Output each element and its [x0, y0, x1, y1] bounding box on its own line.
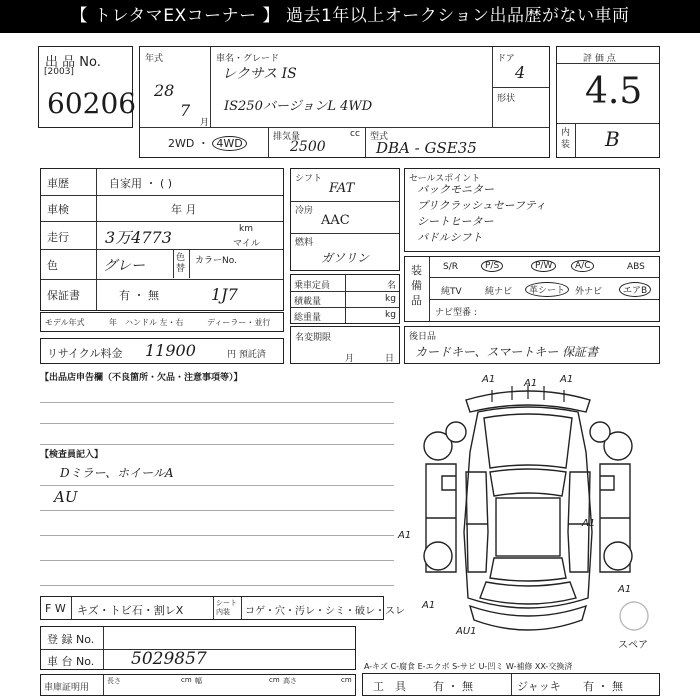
- drive-2wd-text: 2WD: [168, 137, 195, 150]
- car-name: レクサス IS: [222, 66, 297, 82]
- model-year-row: [40, 312, 284, 332]
- hosho-label: 保証書: [47, 289, 80, 302]
- shape-label: 形状: [497, 94, 516, 104]
- inspector-note-1: Dミラー、ホイールA: [60, 466, 174, 480]
- lot-label: 出 品 No.: [45, 55, 101, 70]
- mark-front-right: A1: [560, 374, 574, 385]
- fuel-value: ガソリン: [321, 251, 370, 265]
- wheel-rear-right: [604, 542, 632, 570]
- seat-label: シート内装: [216, 599, 237, 616]
- rear-window: [490, 558, 566, 581]
- handle-side: ハンドル 左・右: [125, 318, 184, 327]
- drive-2wd: [168, 135, 247, 151]
- model-year-unit: 年: [109, 318, 117, 327]
- left-mirror: [442, 476, 456, 490]
- mark-rear-right: A1: [618, 584, 632, 595]
- registration-box: [40, 626, 356, 670]
- wheel-front-left-top: [446, 422, 466, 442]
- shadai-label: 車 台 No.: [47, 655, 95, 668]
- sekisai-unit: kg: [385, 294, 396, 304]
- roof-panel: [496, 498, 560, 556]
- atozuke-box: [404, 326, 660, 364]
- score-label: 評 価 点: [583, 54, 616, 64]
- equip-ac: A/C: [571, 260, 594, 272]
- car-label: 車名・グレード: [216, 54, 280, 64]
- engine-label: 排気量: [273, 132, 301, 142]
- soko-label: 走行: [47, 231, 69, 244]
- shaken-value: 年 月: [171, 203, 197, 216]
- sales-point-3: シートヒーター: [417, 215, 494, 228]
- doors-label: ドア: [497, 54, 515, 64]
- year-label: 年式: [145, 54, 164, 64]
- history-box: [40, 168, 284, 311]
- score-box: [556, 46, 660, 158]
- navi-model-label: ナビ型番 :: [435, 308, 477, 318]
- iro-change: 色替: [176, 253, 186, 274]
- equip-sr: S/R: [443, 262, 458, 272]
- lot-number-box: [38, 46, 137, 128]
- capacity-box: [290, 274, 400, 324]
- shift-value: FAT: [329, 181, 355, 196]
- interior-label: 内装: [561, 128, 571, 150]
- sales-point-1: バックモニター: [417, 183, 494, 196]
- fuel-label: 燃料: [295, 238, 314, 248]
- drive-separator: ・: [197, 137, 209, 150]
- garage-cert-box: [40, 674, 356, 696]
- recycle-label: リサイクル料金: [47, 347, 123, 360]
- teiin-unit: 名: [387, 281, 397, 291]
- naga-label: 長さ: [107, 677, 121, 685]
- shadai-value: 5029857: [131, 649, 207, 669]
- equip-ps: P/S: [481, 260, 503, 272]
- sales-points-box: [404, 168, 660, 252]
- dealer-type: ディーラー・並行: [207, 318, 271, 327]
- atozuke-value: カードキー、スマートキー 保証書: [415, 345, 599, 359]
- car-body-outline: [464, 407, 592, 608]
- inspector-note-2: AU: [54, 488, 78, 506]
- mark-rear-left: A1: [422, 600, 436, 611]
- comment-label: 【出品店申告欄（不良箇所・欠品・注意事項等）】: [40, 373, 243, 383]
- color-no-label: カラーNo.: [195, 256, 237, 266]
- soko-mile: マイル: [233, 239, 260, 249]
- car-damage-diagram: [396, 372, 660, 662]
- drive-4wd: 4WD: [212, 136, 246, 151]
- shomei-label: 車庫証明用: [44, 683, 90, 693]
- sekisai-label: 積載量: [294, 297, 322, 307]
- lot-tag: [2003]: [44, 67, 74, 77]
- equipment-box: [404, 256, 660, 322]
- taka-label: 高さ: [283, 677, 297, 685]
- recycle-value: 11900: [145, 341, 196, 360]
- spare-tire-icon: [620, 602, 648, 630]
- sales-point-2: プリクラッシュセーフティ: [417, 199, 547, 212]
- banner-title: 【 トレタマEXコーナー 】 過去1年以上オークション出品歴がない車両: [0, 0, 700, 33]
- teiin-label: 乗車定員: [294, 281, 331, 291]
- doors-value: 4: [515, 63, 526, 82]
- left-doors: [466, 472, 488, 572]
- equip-tv: 純TV: [441, 287, 462, 297]
- year-month: 7: [180, 101, 191, 120]
- toroku-label: 登 録 No.: [47, 633, 95, 646]
- equip-pw: P/W: [531, 260, 556, 272]
- color-no-value: 1J7: [211, 285, 238, 304]
- right-mirror: [600, 476, 614, 490]
- rekireki-value: 自家用 ・ ( ): [109, 177, 173, 190]
- soko-value: 3万4773: [105, 228, 172, 247]
- interior-value: B: [605, 127, 620, 151]
- rekireki-label: 車歴: [47, 177, 69, 190]
- mark-rear-bumper: AU1: [456, 626, 477, 637]
- spare-label: スペア: [618, 640, 648, 651]
- iro-value: グレー: [103, 258, 145, 274]
- trunk-panel: [480, 582, 576, 604]
- iro-label: 色: [47, 259, 58, 272]
- lot-number: 60206: [47, 87, 137, 120]
- cooler-label: 冷房: [295, 206, 314, 216]
- meigi-day: 日: [385, 354, 395, 364]
- mark-right-side: A1: [582, 518, 596, 529]
- wheel-rear-left: [424, 542, 452, 570]
- meigi-box: [290, 326, 400, 364]
- recycle-unit: 円 預託済: [227, 350, 266, 360]
- equip-ext-navi: 外ナビ: [575, 287, 603, 297]
- cooler-value: AAC: [321, 213, 350, 228]
- jack-value: 有 ・ 無: [583, 680, 623, 693]
- sales-points-label: セールスポイント: [409, 174, 481, 184]
- model-year-label: モデル年式: [45, 318, 85, 327]
- mark-left-side: A1: [398, 530, 412, 541]
- tools-box: [362, 673, 660, 696]
- shift-label: シフト: [295, 174, 323, 184]
- comment-lines: [40, 385, 394, 445]
- engine-value: 2500: [290, 139, 326, 155]
- windshield: [490, 469, 566, 496]
- recycle-box: [40, 338, 284, 364]
- sojuryo-unit: kg: [385, 310, 396, 320]
- sojuryo-label: 総重量: [294, 313, 322, 323]
- score-value: 4.5: [585, 71, 643, 112]
- damage-legend: A-キズ C-腐食 E-エクボ S-サビ U-凹ミ W-補修 XX-交換済: [364, 662, 573, 671]
- equip-airbag: エアB: [619, 282, 651, 297]
- soko-km: km: [239, 224, 253, 234]
- seat-value: コゲ・穴・汚レ・シミ・破レ・スレ: [245, 606, 405, 617]
- equipment-label: 装備品: [411, 264, 422, 307]
- car-grade: IS250バージョンL 4WD: [224, 99, 373, 114]
- model-value: DBA - GSE35: [376, 139, 477, 157]
- shift-box: [290, 168, 400, 271]
- equip-abs: ABS: [627, 262, 645, 272]
- tools-value: 有 ・ 無: [433, 680, 473, 693]
- tools-label: 工 具: [373, 680, 406, 693]
- taka-unit: cm: [341, 676, 352, 684]
- fw-label: F W: [45, 602, 66, 615]
- vehicle-info-box: [139, 46, 550, 158]
- model-label: 型式: [370, 132, 389, 142]
- year-month-unit: 月: [200, 118, 210, 128]
- inspector-label: 【検査員記入】: [40, 450, 104, 460]
- hood-panel: [484, 414, 572, 468]
- damage-row: [40, 596, 405, 620]
- jack-label: ジャッキ: [517, 680, 561, 693]
- hosho-value: 有 ・ 無: [119, 289, 159, 302]
- atozuke-label: 後日品: [409, 332, 437, 342]
- naga-unit: cm: [181, 676, 192, 684]
- mark-front-left: A1: [482, 374, 496, 385]
- wheel-front-right-top: [590, 422, 610, 442]
- shaken-label: 車検: [47, 203, 69, 216]
- haba-label: 幅: [195, 677, 202, 685]
- meigi-month: 月: [345, 354, 355, 364]
- haba-unit: cm: [269, 676, 280, 684]
- fw-value: キズ・トビ石・割レX: [77, 604, 184, 617]
- engine-unit: cc: [350, 129, 360, 139]
- equip-leather: 革シート: [525, 282, 569, 297]
- equip-navi: 純ナビ: [485, 287, 513, 297]
- rear-bumper: [470, 606, 586, 630]
- mark-front-center: A1: [524, 378, 538, 389]
- meigi-label: 名変期限: [295, 333, 332, 343]
- sales-point-4: パドルシフト: [417, 231, 483, 244]
- year-value: 28: [154, 81, 175, 100]
